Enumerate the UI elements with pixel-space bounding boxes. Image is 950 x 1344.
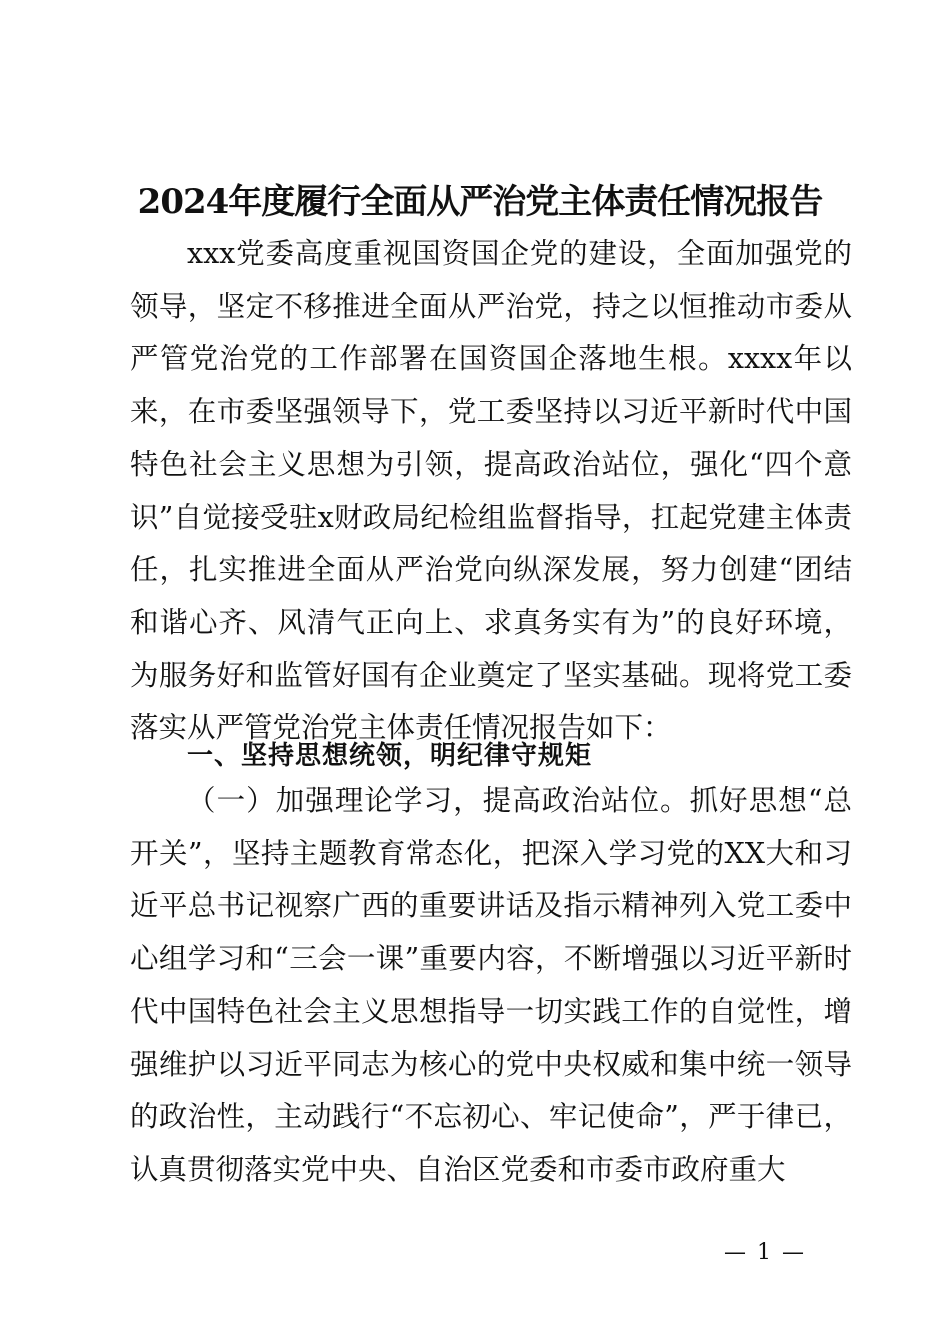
body-paragraph: （一）加强理论学习，提高政治站位。抓好思想“总开关”，坚持主题教育常态化，把深入学习党的XX大和习近平总书记视察广西的重要讲话及指示精神列入党工委中心组学习和“三会一课”重要内容，不断增强以习近平新时代中国特色社会主义思想指导一切实践工作的自觉性，增强维护以习近平同志为核心的党中央权威和集中统一领导的政治性，主动践行“不忘初心、牢记使命”，严于律已，认真贯彻落实党中央、自治区党委和市委市政府重大 — [130, 784, 852, 1186]
section-heading: 一、坚持思想统领，明纪律守规矩 — [187, 741, 593, 771]
intro-paragraph: xxx党委高度重视国资国企党的建设，全面加强党的领导，坚定不移推进全面从严治党，持之以恒推动市委从严管党治党的工作部署在国资国企落地生根。xxxx年以来，在市委坚强领导下，党工委坚持以习近平新时代中国特色社会主义思想为引领，提高政治站位，强化“四个意识”自觉接受驻x财政局纪检组监督指导，扛起党建主体责任，扎实推进全面从严治党向纵深发展，努力创建“团结和谐心齐、风清气正向上、求真务实有为”的良好环境，为服务好和监管好国有企业奠定了坚实基础。现将党工委落实从严管党治党主体责任情况报告如下： — [130, 237, 852, 745]
document-title: 2024年度履行全面从严治党主体责任情况报告 — [137, 182, 823, 222]
page-number: — 1 — — [724, 1240, 806, 1265]
